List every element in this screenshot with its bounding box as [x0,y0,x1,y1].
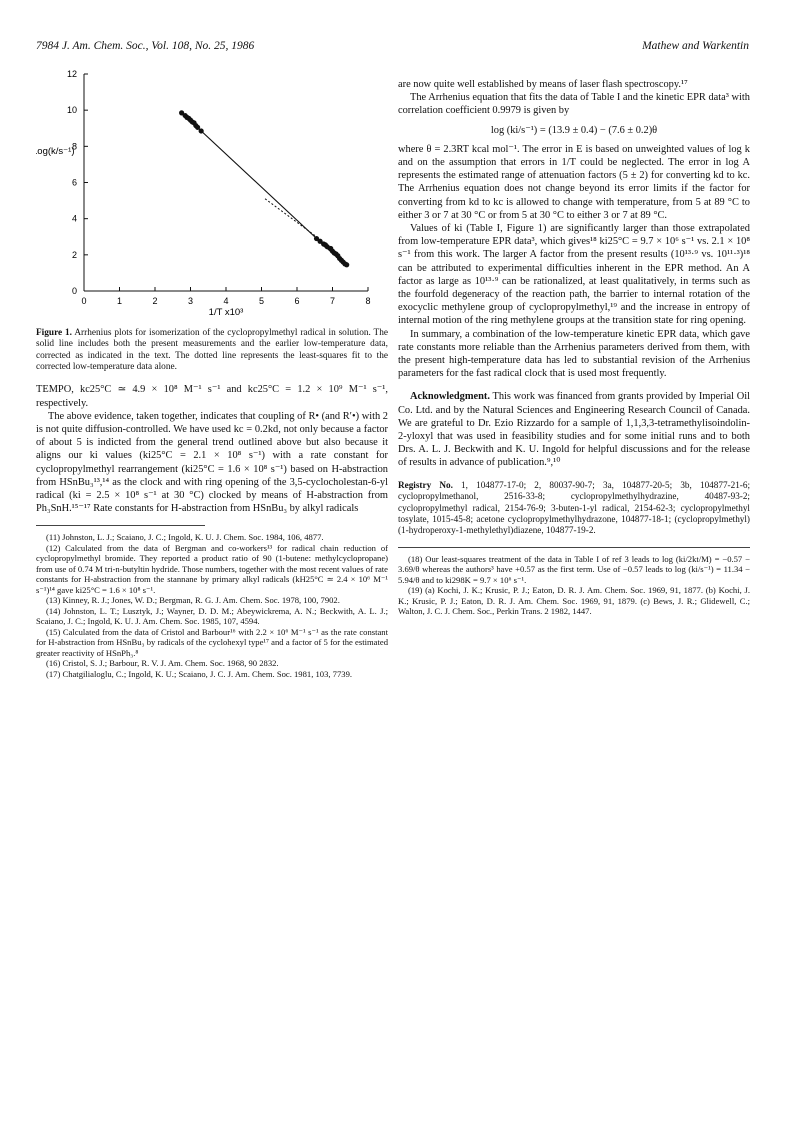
footnote-divider-right [398,547,750,548]
acknowledgment-text: This work was financed from grants provided by Imperial Oil Co. Ltd. and by the Natural Sciences and Engineering Research Council of Canada. We are grateful to Dr. Ezio Rizzardo for a sample of 1,1,3,3-tetramethylisoindolin-2-yloxyl that was used in feasibility studies and for some initial runs and to both Drs. A. L. J. Beckwith and K. U. Ingold for helpful discussions and for the release of results in advance of publication.⁹,¹⁰ [398,391,750,469]
y-tick-label: 12 [66,69,77,79]
x-tick-label: 3 [187,296,194,306]
acknowledgment [398,390,750,469]
x-axis-label: 1/T x10³ [208,307,244,318]
right-column [398,78,750,617]
x-tick-label: 6 [294,296,300,306]
footnote-divider [36,525,205,526]
x-tick-label: 2 [152,296,158,306]
y-tick-label: 6 [71,177,77,188]
footnote: (13) Kinney, R. J.; Jones, W. D.; Bergman, R. G. J. Am. Chem. Soc. 1978, 100, 7902. [46,595,340,606]
y-tick-label: 2 [71,249,77,260]
data-point [199,128,204,133]
footnote: (18) Our least-squares treatment of the data in Table I of ref 3 leads to log (ki/2kt/M) = −0.57 − 3.69/θ whereas the authors³ have +0.57 as the first term. Use of −0.57 leads to log (ki/s⁻¹) = 11.34 − 5.94/θ and to ki298K = 9.7 × 10⁶ s⁻¹. [398,553,750,585]
left-footnotes [36,532,388,679]
footnote: (17) Chatgilialoglu, C.; Ingold, K. U.; Scaiano, J. C. J. Am. Chem. Soc. 1981, 103, 7739. [46,668,353,679]
figure-1 [36,66,388,326]
x-tick-label: 7 [329,296,336,306]
arrhenius-equation: log (ki/s⁻¹) = (13.9 ± 0.4) − (7.6 ± 0.2)θ [490,124,658,136]
footnote: (11) Johnston, L. J.; Scaiano, J. C.; Ingold, K. U. J. Chem. Soc. 1984, 106, 4877. [46,532,324,543]
right-paragraph-0: are now quite well established by means of laser flash spectroscopy.¹⁷ [398,79,688,90]
right-footnotes [398,554,750,617]
right-paragraph-4: In summary, a combination of the low-temperature kinetic EPR data, which gave rate constants more reliable than the Arrhenius parameters derived from them, with the present high-temperature data has led to substantial revision of the Arrhenius parameters for the fast radical clock that is used most frequently. [398,328,750,380]
footnote: (19) (a) Kochi, J. K.; Krusic, P. J.; Eaton, D. R. J. Am. Chem. Soc. 1969, 91, 1877. (b) Kochi, J. K.; Krusic, P. J.; Eaton, D. R. J. Am. Chem. Soc. 1969, 91, 1879. (c) Bews, J. R.; Glidewell, C.; Walton, J. C. J. Chem. Soc., Perkin Trans. 2 1982, 1447. [398,585,750,617]
left-column [36,66,388,679]
registry-text: 1, 104877-17-0; 2, 80037-90-7; 3a, 104877-20-5; 3b, 104877-21-6; cyclopropylmethanol, 2516-33-8; cyclopropylmethylhydrazine, 40487-93-2; cyclopropylmethyl radical, 2154-76-9; 3-buten-1-yl radical, 2154-62-3; cyclopropylmethyl tosylate, 1015-45-8; acetone cyclopropylmethylhydrazone, 104877-18-1; (cyclopropylmethyl)(1-hydroperoxy-1-methylethyl)diazene, 104877-19-2. [398,479,750,536]
y-axis-label: Log(k/s⁻¹) [36,146,75,157]
data-point [344,262,349,267]
footnote: (15) Calculated from the data of Cristol and Barbour¹⁶ with 2.2 × 10⁶ M⁻¹ s⁻¹ as the rate constant for H-abstraction from HSnBu₃ by radicals of the cyclohexyl type¹⁷ and a factor of 5 for the estimated greater reactivity of HSnPh₃.⁸ [36,626,388,658]
x-tick-label: 4 [223,296,229,306]
right-paragraph-3: Values of ki (Table I, Figure 1) are significantly larger than those extrapolated from low-temperature EPR data³, which gives¹⁸ ki25°C = 9.7 × 10⁶ s⁻¹ vs. 2.1 × 10⁸ s⁻¹ from this work. The larger A factor from the present results (10¹³·⁹ vs. 10¹¹·³)¹⁸ can be attributed to experimental difficulties inherent in the EPR method. An A factor as large as 10¹³·⁹ can be rationalized, at least qualitatively, in terms such as the fourfold degeneracy of the reaction path, the barrier to internal rotation of the exocyclic methylene group of cyclopropylmethyl,¹⁹ and the increase in entropy of internal motion of the ring methylene groups at the transition state for ring opening. [398,223,750,327]
figure-caption-text: Arrhenius plots for isomerization of the cyclopropylmethyl radical in solution. The solid line includes both the present measurements and the earlier low-temperature data, corrected as indicated in the text. The dotted line represents the least-squares fit to the corrected low-temperature data alone. [36,328,388,372]
acknowledgment-label: Acknowledgment. [410,391,490,403]
y-tick-label: 4 [71,213,77,224]
figure-caption [36,328,388,373]
registry-label: Registry No. [398,479,453,490]
footnote: (14) Johnston, L. T.; Lusztyk, J.; Wayner, D. D. M.; Abeywickrema, A. N.; Beckwith, A. L. J.; Scaiano, J. C.; Ingold, K. U. J. Am. Chem. Soc. 1985, 107, 4594. [36,605,388,627]
running-header-right: Mathew and Warkentin [642,40,749,52]
x-tick-label: 5 [258,296,265,306]
y-tick-label: 0 [71,286,77,296]
footnote: (16) Cristol, S. J.; Barbour, R. V. J. Am. Chem. Soc. 1968, 90 2832. [46,658,279,669]
x-tick-label: 1 [116,296,123,306]
registry-numbers [398,480,750,537]
x-tick-label: 8 [365,296,371,306]
running-header-left: 7984 J. Am. Chem. Soc., Vol. 108, No. 25, 1986 [36,40,255,52]
right-paragraph-1: The Arrhenius equation that fits the data of Table I and the kinetic EPR data³ with correlation coefficient 0.9979 is given by [398,92,750,117]
right-paragraph-2: where θ = 2.3RT kcal mol⁻¹. The error in E is based on unweighted values of log k and on the assumption that errors in 1/T could be neglected. The error in log A represents the estimated range of attenuation factors (5 ± 2) for converting kd to kc. The Arrhenius equation does not change beyond its error limits if the factor for converting from kd to kc is allowed to change with temperature, from 5 at 89 °C to either 3 or 7 at 30 °C or from 5 at 30 °C to either 3 or 7 at 89 °C. [398,143,750,221]
figure-caption-label: Figure 1. [36,328,72,338]
y-tick-label: 10 [66,105,77,116]
left-paragraph-2: The above evidence, taken together, indicates that coupling of R• (and R′•) with 2 is not quite diffusion-controlled. We have used kc = 0.2kd, not only because a factor of about 5 is indicted from the general trend outlined above but also because it aligns our ki values (ki25°C = 2.1 × 10⁸ s⁻¹) with a rate constant for cyclopropylmethyl rearrangement (ki25°C = 1.6 × 10⁸ s⁻¹) based on H-abstraction from HSnBu₃¹³,¹⁴ as the clock and with ring opening of the 3,5-cyclocholestan-6-yl radical (ki = 2.5 × 10⁸ s⁻¹ at 30 °C) clocked by means of H-abstraction from Ph₃SnH.¹⁵⁻¹⁷ Rate constants for H-abstraction from HSnBu₃ by alkyl radicals [36,410,388,515]
left-paragraph-1: TEMPO, kc25°C ≃ 4.9 × 10⁸ M⁻¹ s⁻¹ and kc25°C = 1.2 × 10⁹ M⁻¹ s⁻¹, respectively. [36,384,388,409]
footnote: (12) Calculated from the data of Bergman and co-workers¹³ for radical chain reduction of cyclopropylmethyl bromide. They reported a product ratio of 90 (1-butene: methylcyclopropane) from use of 0.74 M tri-n-butyltin hydride. Those numbers, together with the most recent values of rate constants for H-abstraction from the stannane by primary alkyl radicals (kH25°C ≃ 2.4 × 10⁶ M⁻¹ s⁻¹)¹⁴ gave ki25°C = 1.6 × 10⁸ s⁻¹. [36,542,388,595]
y-tick-label: 8 [71,141,77,152]
arrhenius-plot [36,66,388,326]
x-tick-label: 0 [81,296,87,306]
